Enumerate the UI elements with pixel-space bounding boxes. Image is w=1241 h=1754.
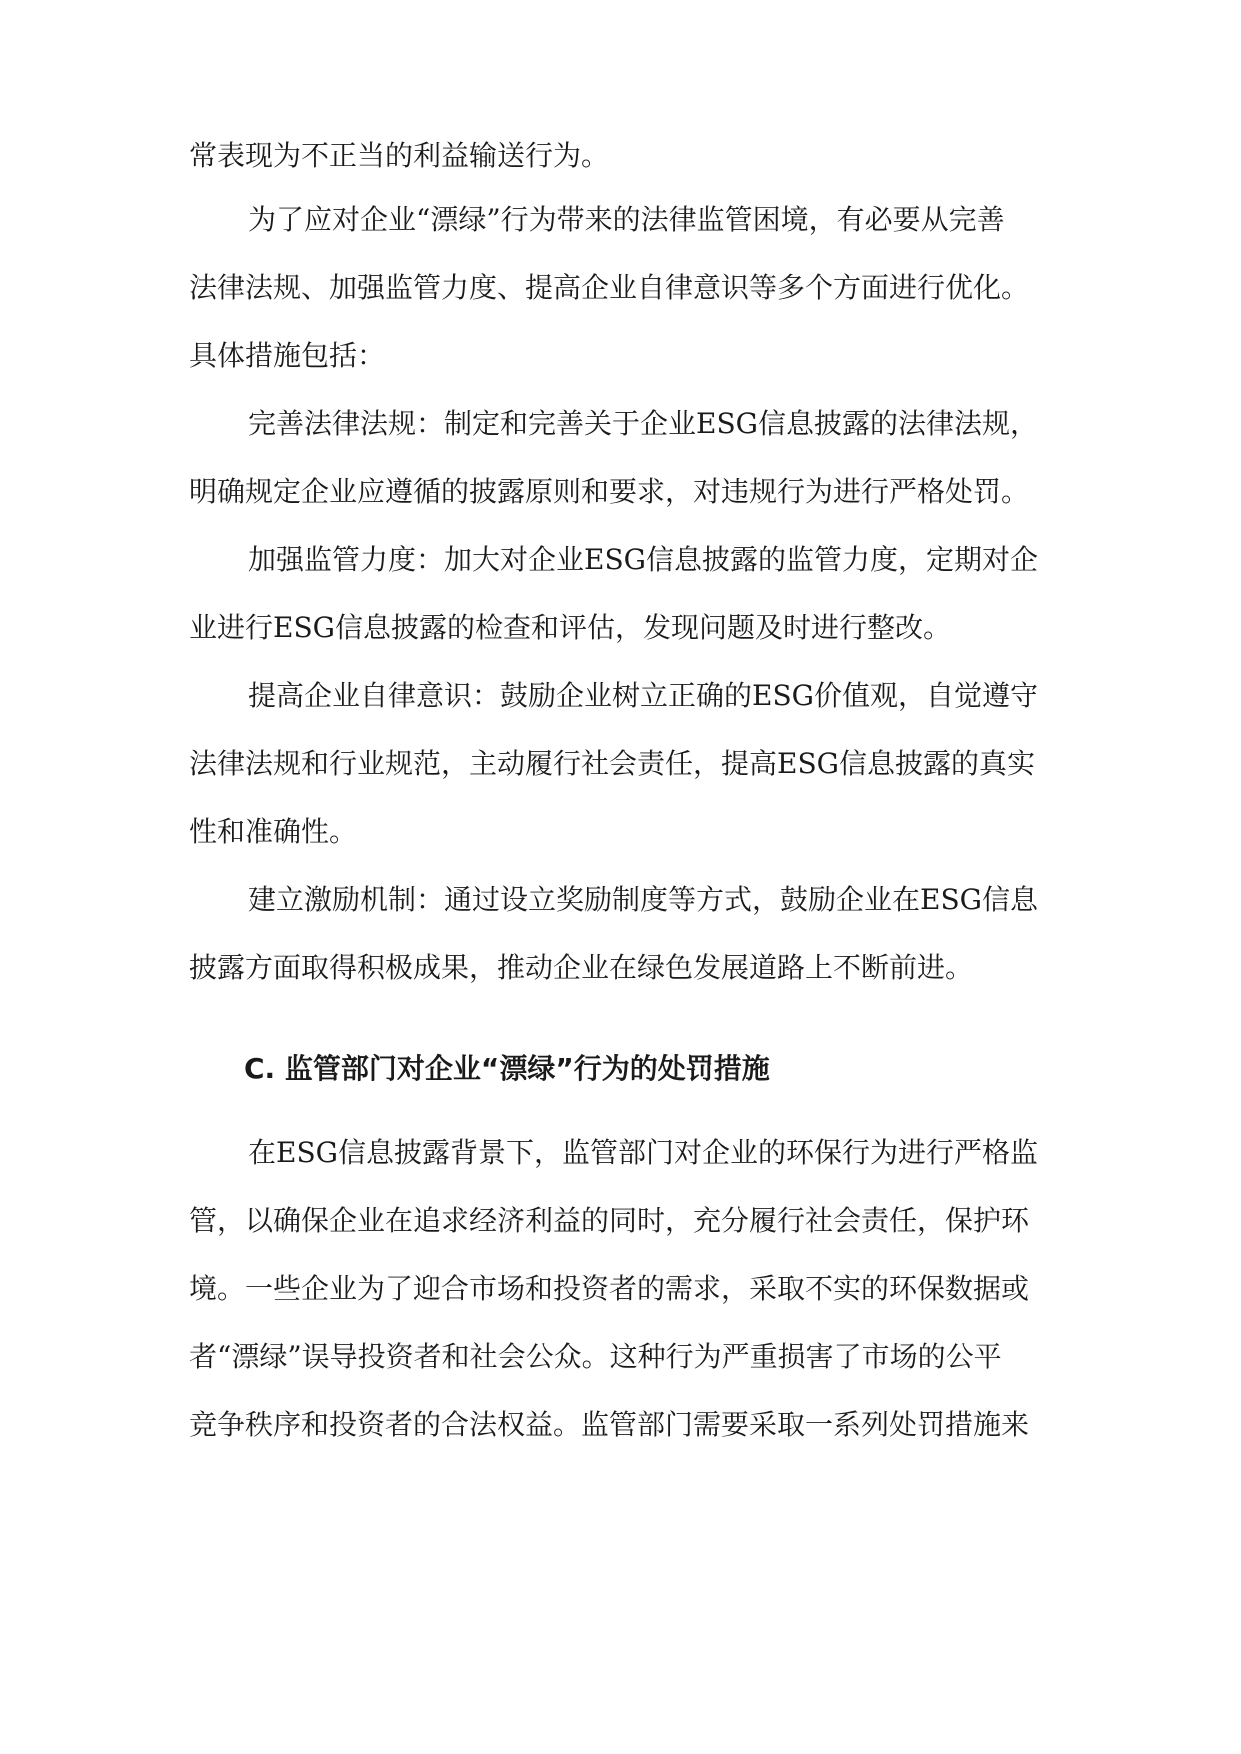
text-line: 具体措施包括： [189, 339, 386, 372]
text-line: 常表现为不正当的利益输送行为。 [189, 139, 610, 172]
text-line: 提高企业自律意识：鼓励企业树立正确的ESG价值观，自觉遵守 [248, 679, 1038, 712]
text-line: 披露方面取得积极成果，推动企业在绿色发展道路上不断前进。 [189, 951, 974, 984]
text-line: 性和准确性。 [189, 815, 358, 848]
text-line: 完善法律法规：制定和完善关于企业ESG信息披露的法律法规， [248, 407, 1038, 440]
text-line: 为了应对企业“漂绿”行为带来的法律监管困境，有必要从完善 [248, 203, 1005, 236]
text-line: 法律法规、加强监管力度、提高企业自律意识等多个方面进行优化。 [189, 271, 1030, 304]
text-line: 境。一些企业为了迎合市场和投资者的需求，采取不实的环保数据或 [189, 1272, 1030, 1305]
text-line: 者“漂绿”误导投资者和社会公众。这种行为严重损害了市场的公平 [189, 1340, 1002, 1373]
text-line: 建立激励机制：通过设立奖励制度等方式，鼓励企业在ESG信息 [248, 883, 1038, 916]
text-line: 明确规定企业应遵循的披露原则和要求，对违规行为进行严格处罚。 [189, 475, 1030, 508]
text-line: 业进行ESG信息披露的检查和评估，发现问题及时进行整改。 [189, 611, 951, 644]
text-line: 在ESG信息披露背景下，监管部门对企业的环保行为进行严格监 [248, 1136, 1038, 1169]
section-heading: C. 监管部门对企业“漂绿”行为的处罚措施 [244, 1052, 770, 1085]
text-line: 管，以确保企业在追求经济利益的同时，充分履行社会责任，保护环 [189, 1204, 1030, 1237]
text-line: 竞争秩序和投资者的合法权益。监管部门需要采取一系列处罚措施来 [189, 1408, 1030, 1441]
text-line: 法律法规和行业规范，主动履行社会责任，提高ESG信息披露的真实 [189, 747, 1035, 780]
text-line: 加强监管力度：加大对企业ESG信息披露的监管力度，定期对企 [248, 543, 1038, 576]
